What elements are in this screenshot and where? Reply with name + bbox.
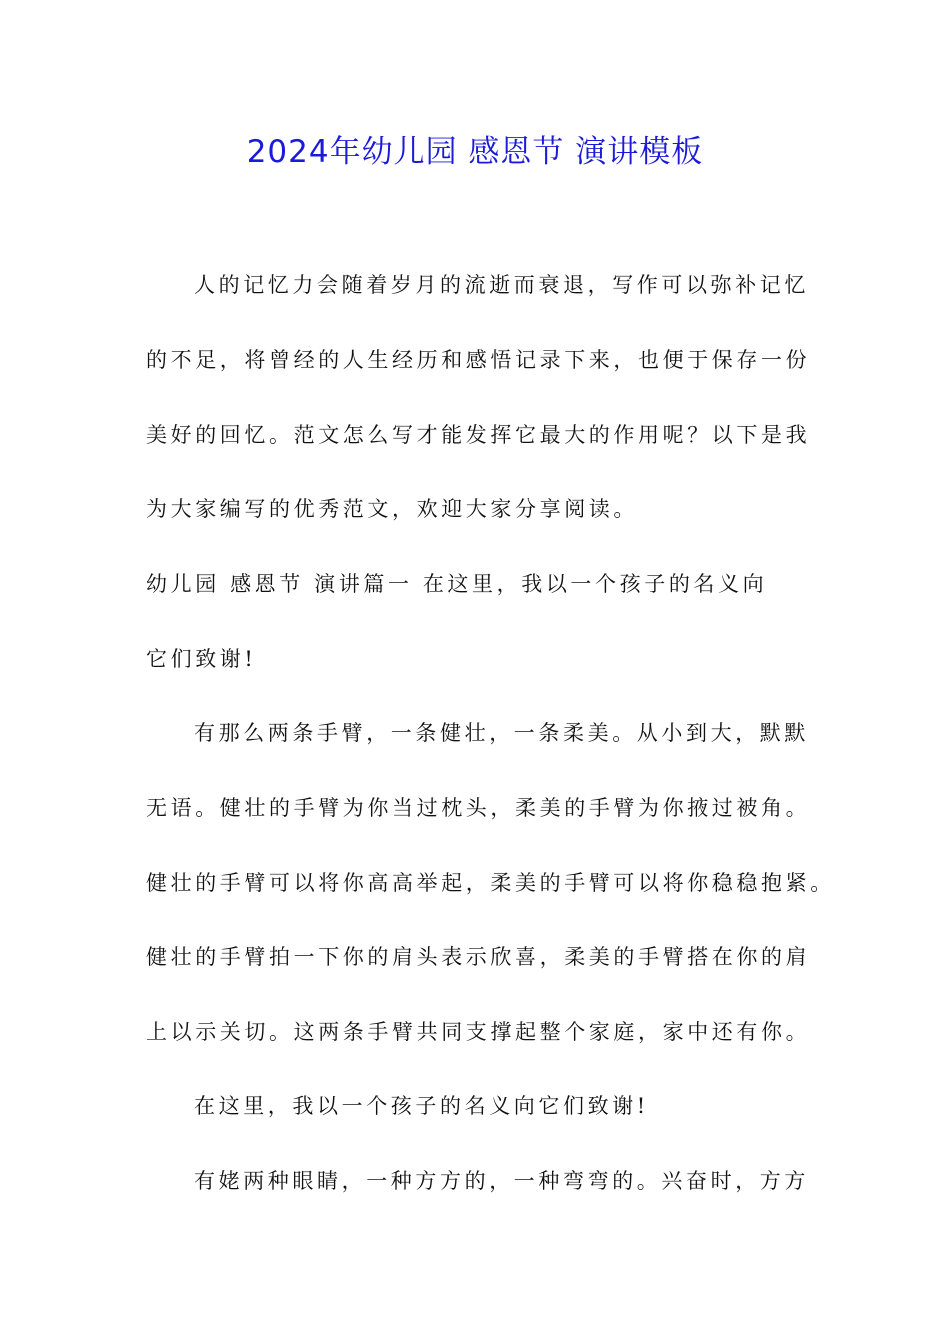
paragraph-line: 有姥两种眼睛，一种方方的，一种弯弯的。兴奋时，方方	[194, 1169, 809, 1193]
paragraph-line: 为大家编写的优秀范文，欢迎大家分享阅读。	[146, 497, 638, 521]
paragraph-line: 上以示关切。这两条手臂共同支撑起整个家庭，家中还有你。	[146, 1020, 811, 1044]
paragraph-line: 它们致谢!	[146, 647, 257, 671]
paragraph-line: 有那么两条手臂，一条健壮，一条柔美。从小到大，默默	[194, 721, 809, 745]
section-heading-line: 幼儿园 感恩节 演讲篇一 在这里，我以一个孩子的名义向	[146, 572, 768, 596]
paragraph-line: 的不足，将曾经的人生经历和感悟记录下来，也便于保存一份	[146, 348, 811, 372]
paragraph-line: 无语。健壮的手臂为你当过枕头，柔美的手臂为你掖过被角。	[146, 796, 811, 820]
document-title: 2024年幼儿园 感恩节 演讲模板	[246, 134, 704, 170]
paragraph-line: 在这里，我以一个孩子的名义向它们致谢!	[194, 1094, 649, 1118]
paragraph-line: 健壮的手臂可以将你高高举起，柔美的手臂可以将你稳稳抱紧。	[146, 871, 835, 895]
paragraph-line: 健壮的手臂拍一下你的肩头表示欣喜，柔美的手臂搭在你的肩	[146, 945, 811, 969]
paragraph-line: 人的记忆力会随着岁月的流逝而衰退，写作可以弥补记忆	[194, 273, 809, 297]
paragraph-line: 美好的回忆。范文怎么写才能发挥它最大的作用呢？以下是我	[146, 423, 811, 447]
